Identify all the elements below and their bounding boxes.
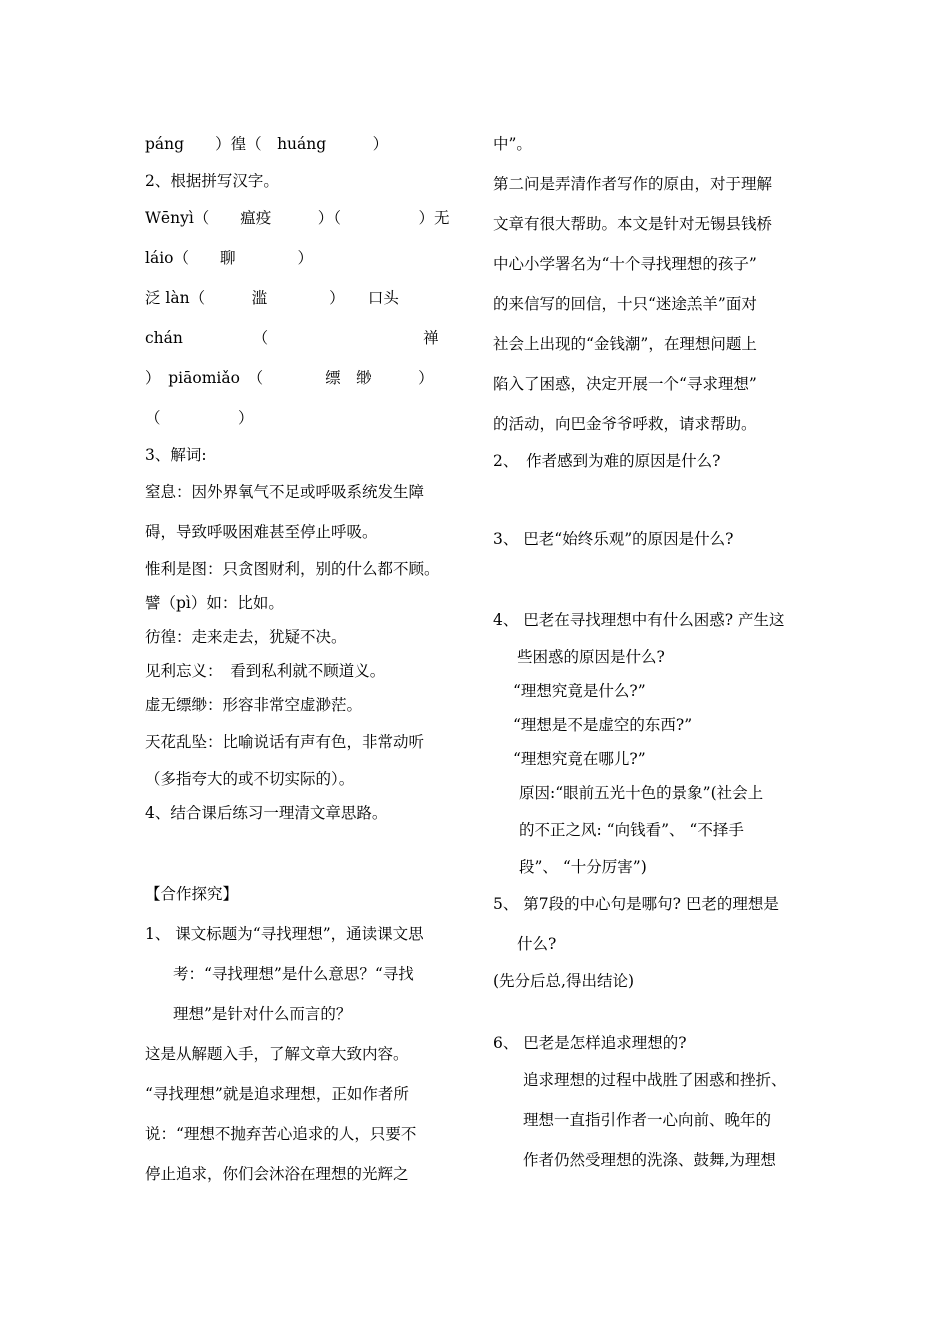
inquiry-3: 3、 巴老“始终乐观”的原因是什么? — [493, 530, 734, 548]
def-piru: 譬（pì）如：比如。 — [145, 594, 284, 612]
answer-continuation: 中”。 — [493, 135, 532, 153]
pinyin-line-fanlan: 泛 làn（ 滥 ） 口头 — [145, 289, 399, 307]
pinyin-line-blank: （ ） — [145, 409, 254, 427]
pinyin-line-liao: láio（ 聊 ） — [145, 249, 313, 267]
analysis-line-3: 中心小学署名为“十个寻找理想的孩子” — [493, 255, 757, 273]
pinyin-line-piaomiao: ） piāomiǎo （ 缥 缈 ） — [145, 369, 434, 387]
pinyin-line-wenyi: Wēnyì（ 瘟疫 ）（ ）无 — [145, 209, 450, 227]
analysis-line-1: 第二问是弄清作者写作的原由，对于理解 — [493, 175, 773, 193]
inquiry-1-answer-4: 停止追求，你们会沐浴在理想的光辉之 — [145, 1165, 409, 1183]
inquiry-1-answer-1: 这是从解题入手，了解文章大致内容。 — [145, 1045, 409, 1063]
analysis-line-6: 陷入了困惑，决定开展一个“寻求理想” — [493, 375, 757, 393]
inquiry-4-line-1: 4、 巴老在寻找理想中有什么困惑? 产生这 — [493, 611, 785, 629]
question-3-title: 3、解词: — [145, 446, 207, 464]
confusion-3: “理想究竟在哪儿?” — [513, 750, 646, 768]
inquiry-6-answer-1: 追求理想的过程中战胜了困惑和挫折、 — [523, 1071, 787, 1089]
analysis-line-7: 的活动，向巴金爷爷呼救，请求帮助。 — [493, 415, 757, 433]
inquiry-5-note: (先分后总,得出结论) — [493, 972, 635, 990]
question-2-title: 2、根据拼写汉字。 — [145, 172, 279, 190]
def-weilishitu: 惟利是图：只贪图财利，别的什么都不顾。 — [145, 560, 440, 578]
pinyin-line-chan: chán （ 禅 — [145, 329, 439, 347]
inquiry-1-answer-2: “寻找理想”就是追求理想，正如作者所 — [145, 1085, 409, 1103]
inquiry-6-answer-3: 作者仍然受理想的洗涤、鼓舞,为理想 — [523, 1151, 776, 1169]
inquiry-2: 2、 作者感到为难的原因是什么? — [493, 452, 721, 470]
right-column — [493, 124, 815, 1180]
inquiry-6-answer-2: 理想一直指引作者一心向前、晚年的 — [523, 1111, 772, 1129]
inquiry-1-answer-3: 说：“理想不抛弃苦心追求的人，只要不 — [145, 1125, 417, 1143]
confusion-1: “理想究竟是什么?” — [513, 682, 646, 700]
def-jianliwangyi: 见利忘义： 看到私利就不顾道义。 — [145, 662, 386, 680]
def-zhixi-2: 碍，导致呼吸困难甚至停止呼吸。 — [145, 523, 378, 541]
cause-line-1: 原因:“眼前五光十色的景象”(社会上 — [519, 784, 764, 802]
inquiry-5-line-2: 什么? — [517, 935, 557, 953]
inquiry-1-line-1: 1、 课文标题为“寻找理想”，通读课文思 — [145, 925, 424, 943]
inquiry-4-line-2: 些困惑的原因是什么? — [517, 648, 665, 666]
inquiry-1-line-2: 考：“寻找理想”是什么意思？“寻找 — [173, 965, 414, 983]
analysis-line-5: 社会上出现的“金钱潮”，在理想问题上 — [493, 335, 757, 353]
def-panghuang: 彷徨：走来走去，犹疑不决。 — [145, 628, 347, 646]
confusion-2: “理想是不是虚空的东西?” — [513, 716, 693, 734]
analysis-line-2: 文章有很大帮助。本文是针对无锡县钱桥 — [493, 215, 773, 233]
def-xuwupiaomiao: 虚无缥缈：形容非常空虚渺茫。 — [145, 696, 363, 714]
inquiry-6: 6、 巴老是怎样追求理想的? — [493, 1034, 687, 1052]
inquiry-5-line-1: 5、 第7段的中心句是哪句? 巴老的理想是 — [493, 895, 779, 913]
def-zhixi-1: 窒息：因外界氧气不足或呼吸系统发生障 — [145, 483, 425, 501]
cause-line-3: 段”、 “十分厉害”) — [519, 858, 647, 876]
question-4-title: 4、结合课后练习一理清文章思路。 — [145, 804, 388, 822]
section-heading-hezuotanjiu: 【合作探究】 — [145, 885, 239, 903]
inquiry-1-line-3: 理想”是针对什么而言的？ — [173, 1005, 352, 1023]
def-tianhualuanzhui-2: （多指夸大的或不切实际的）。 — [145, 770, 355, 788]
cause-line-2: 的不正之风: “向钱看”、 “不择手 — [519, 821, 744, 839]
def-tianhualuanzhui-1: 天花乱坠：比喻说话有声有色，非常动听 — [145, 733, 425, 751]
analysis-line-4: 的来信写的回信，十只“迷途羔羊”面对 — [493, 295, 757, 313]
pinyin-line-panghuang: páng ）徨（ huáng ） — [145, 135, 389, 153]
left-column — [145, 124, 460, 1194]
